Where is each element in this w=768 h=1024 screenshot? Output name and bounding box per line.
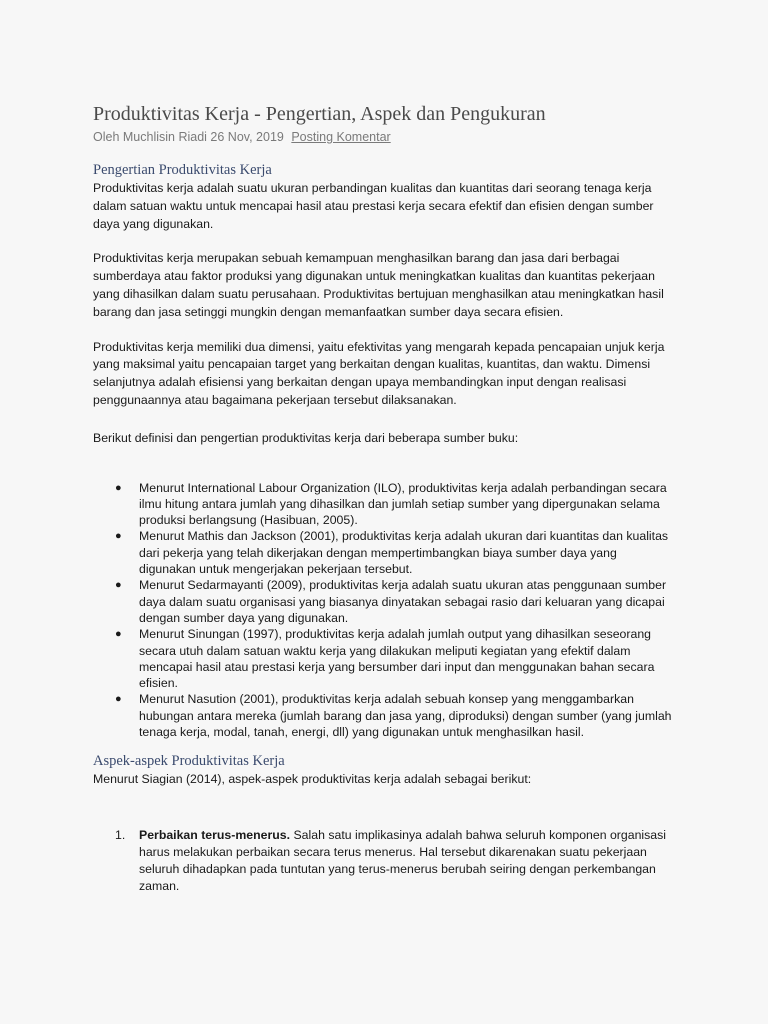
bullet-icon: ● (115, 579, 122, 592)
paragraph: Produktivitas kerja memiliki dua dimensi, yaitu efektivitas yang mengarah kepada pencapaian unjuk kerja yang maksimal yaitu pencapaian target yang berkaitan dengan kualitas, kuantitas, dan waktu. Dimensi selanjutnya adalah efisiensi yang berkaitan dengan upaya membandingkan input dengan realisasi penggunaannya atau bagaimana pekerjaan tersebut dilaksanakan. (93, 339, 665, 407)
list-item (93, 528, 676, 577)
paragraph: Menurut Siagian (2014), aspek-aspek produktivitas kerja adalah sebagai berikut: (93, 772, 532, 787)
section-heading-pengertian: Pengertian Produktivitas Kerja (93, 162, 272, 178)
list-item (93, 480, 676, 529)
bullet-icon: ● (115, 530, 122, 543)
list-number: 1. (115, 828, 126, 843)
paragraph: Produktivitas kerja merupakan sebuah kemampuan menghasilkan barang dan jasa dari berbagai sumberdaya atau faktor produksi yang digunakan untuk meningkatkan kualitas dan kuantitas pekerjaan yang dihasilkan dalam suatu perusahaan. Produktivitas bertujuan menghasilkan atau meningkatkan hasil barang dan jasa setinggi mungkin dengan memanfaatkan sumber daya secara efisien. (93, 251, 664, 319)
bullet-icon: ● (115, 693, 122, 706)
byline (93, 128, 676, 146)
list-item (93, 827, 676, 894)
list-item-title: Perbaikan terus-menerus. (139, 828, 291, 843)
list-item-text: Menurut Mathis dan Jackson (2001), produktivitas kerja adalah ukuran dari kuantitas dan kualitas dari pekerja yang telah dikerjakan dengan mempertimbangkan biaya sumber daya yang digunakan untuk mengerjakan pekerjaan tersebut. (139, 529, 669, 577)
publish-date: 26 Nov, 2019 (210, 130, 284, 144)
author: Oleh Muchlisin Riadi (93, 130, 207, 144)
page-title: Produktivitas Kerja - Pengertian, Aspek dan Pengukuran (93, 103, 546, 125)
comment-link[interactable]: Posting Komentar (291, 130, 391, 144)
bullet-icon: ● (115, 628, 122, 641)
list-item-text: Menurut Sinungan (1997), produktivitas kerja adalah jumlah output yang dihasilkan seseorang secara utuh dalam satuan waktu kerja yang dilakukan meliputi kegiatan yang efektif dalam mencapai hasil atau prestasi kerja yang bersumber dari input dan menggunakan bahan secara efisien. (139, 627, 655, 691)
section-heading-aspek: Aspek-aspek Produktivitas Kerja (93, 753, 285, 770)
list-item-text: Menurut International Labour Organization (ILO), produktivitas kerja adalah perbandingan secara ilmu hitung antara jumlah yang dihasilkan dan jumlah setiap sumber yang dipergunakan selama produksi berlangsung (Hasibuan, 2005). (139, 480, 667, 528)
list-item-text: Menurut Sedarmayanti (2009), produktivitas kerja adalah suatu ukuran atas penggunaan sumber daya dalam suatu organisasi yang biasanya dinyatakan sebagai rasio dari keluaran yang dicapai dengan sumber daya yang digunakan. (139, 578, 667, 625)
list-item (93, 691, 676, 740)
list-item-text: Salah satu implikasinya adalah bahwa seluruh komponen organisasi harus melakukan perbaikan secara terus menerus. Hal tersebut dikarenakan suatu pekerjaan seluruh dihadapkan pada tuntutan yang terus-menerus berubah seiring dengan perkembangan zaman. (139, 828, 667, 893)
paragraph: Produktivitas kerja adalah suatu ukuran perbandingan kualitas dan kuantitas dari seorang tenaga kerja dalam satuan waktu untuk mencapai hasil atau prestasi kerja secara efektif dan efisien dengan sumber daya yang digunakan. (93, 181, 654, 231)
paragraph: Berikut definisi dan pengertian produktivitas kerja dari beberapa sumber buku: (93, 430, 519, 445)
bullet-icon: ● (115, 481, 122, 494)
list-item-text: Menurut Nasution (2001), produktivitas kerja adalah sebuah konsep yang menggambarkan hubungan antara mereka (jumlah barang dan jasa yang, diproduksi) dengan sumber (yang jumlah tenaga kerja, modal, tanah, energi, dll) yang digunakan untuk menghasilkan hasil. (139, 692, 672, 740)
aspects-list (93, 827, 676, 894)
list-item (93, 626, 676, 691)
definitions-list (93, 480, 676, 741)
list-item (93, 577, 676, 626)
